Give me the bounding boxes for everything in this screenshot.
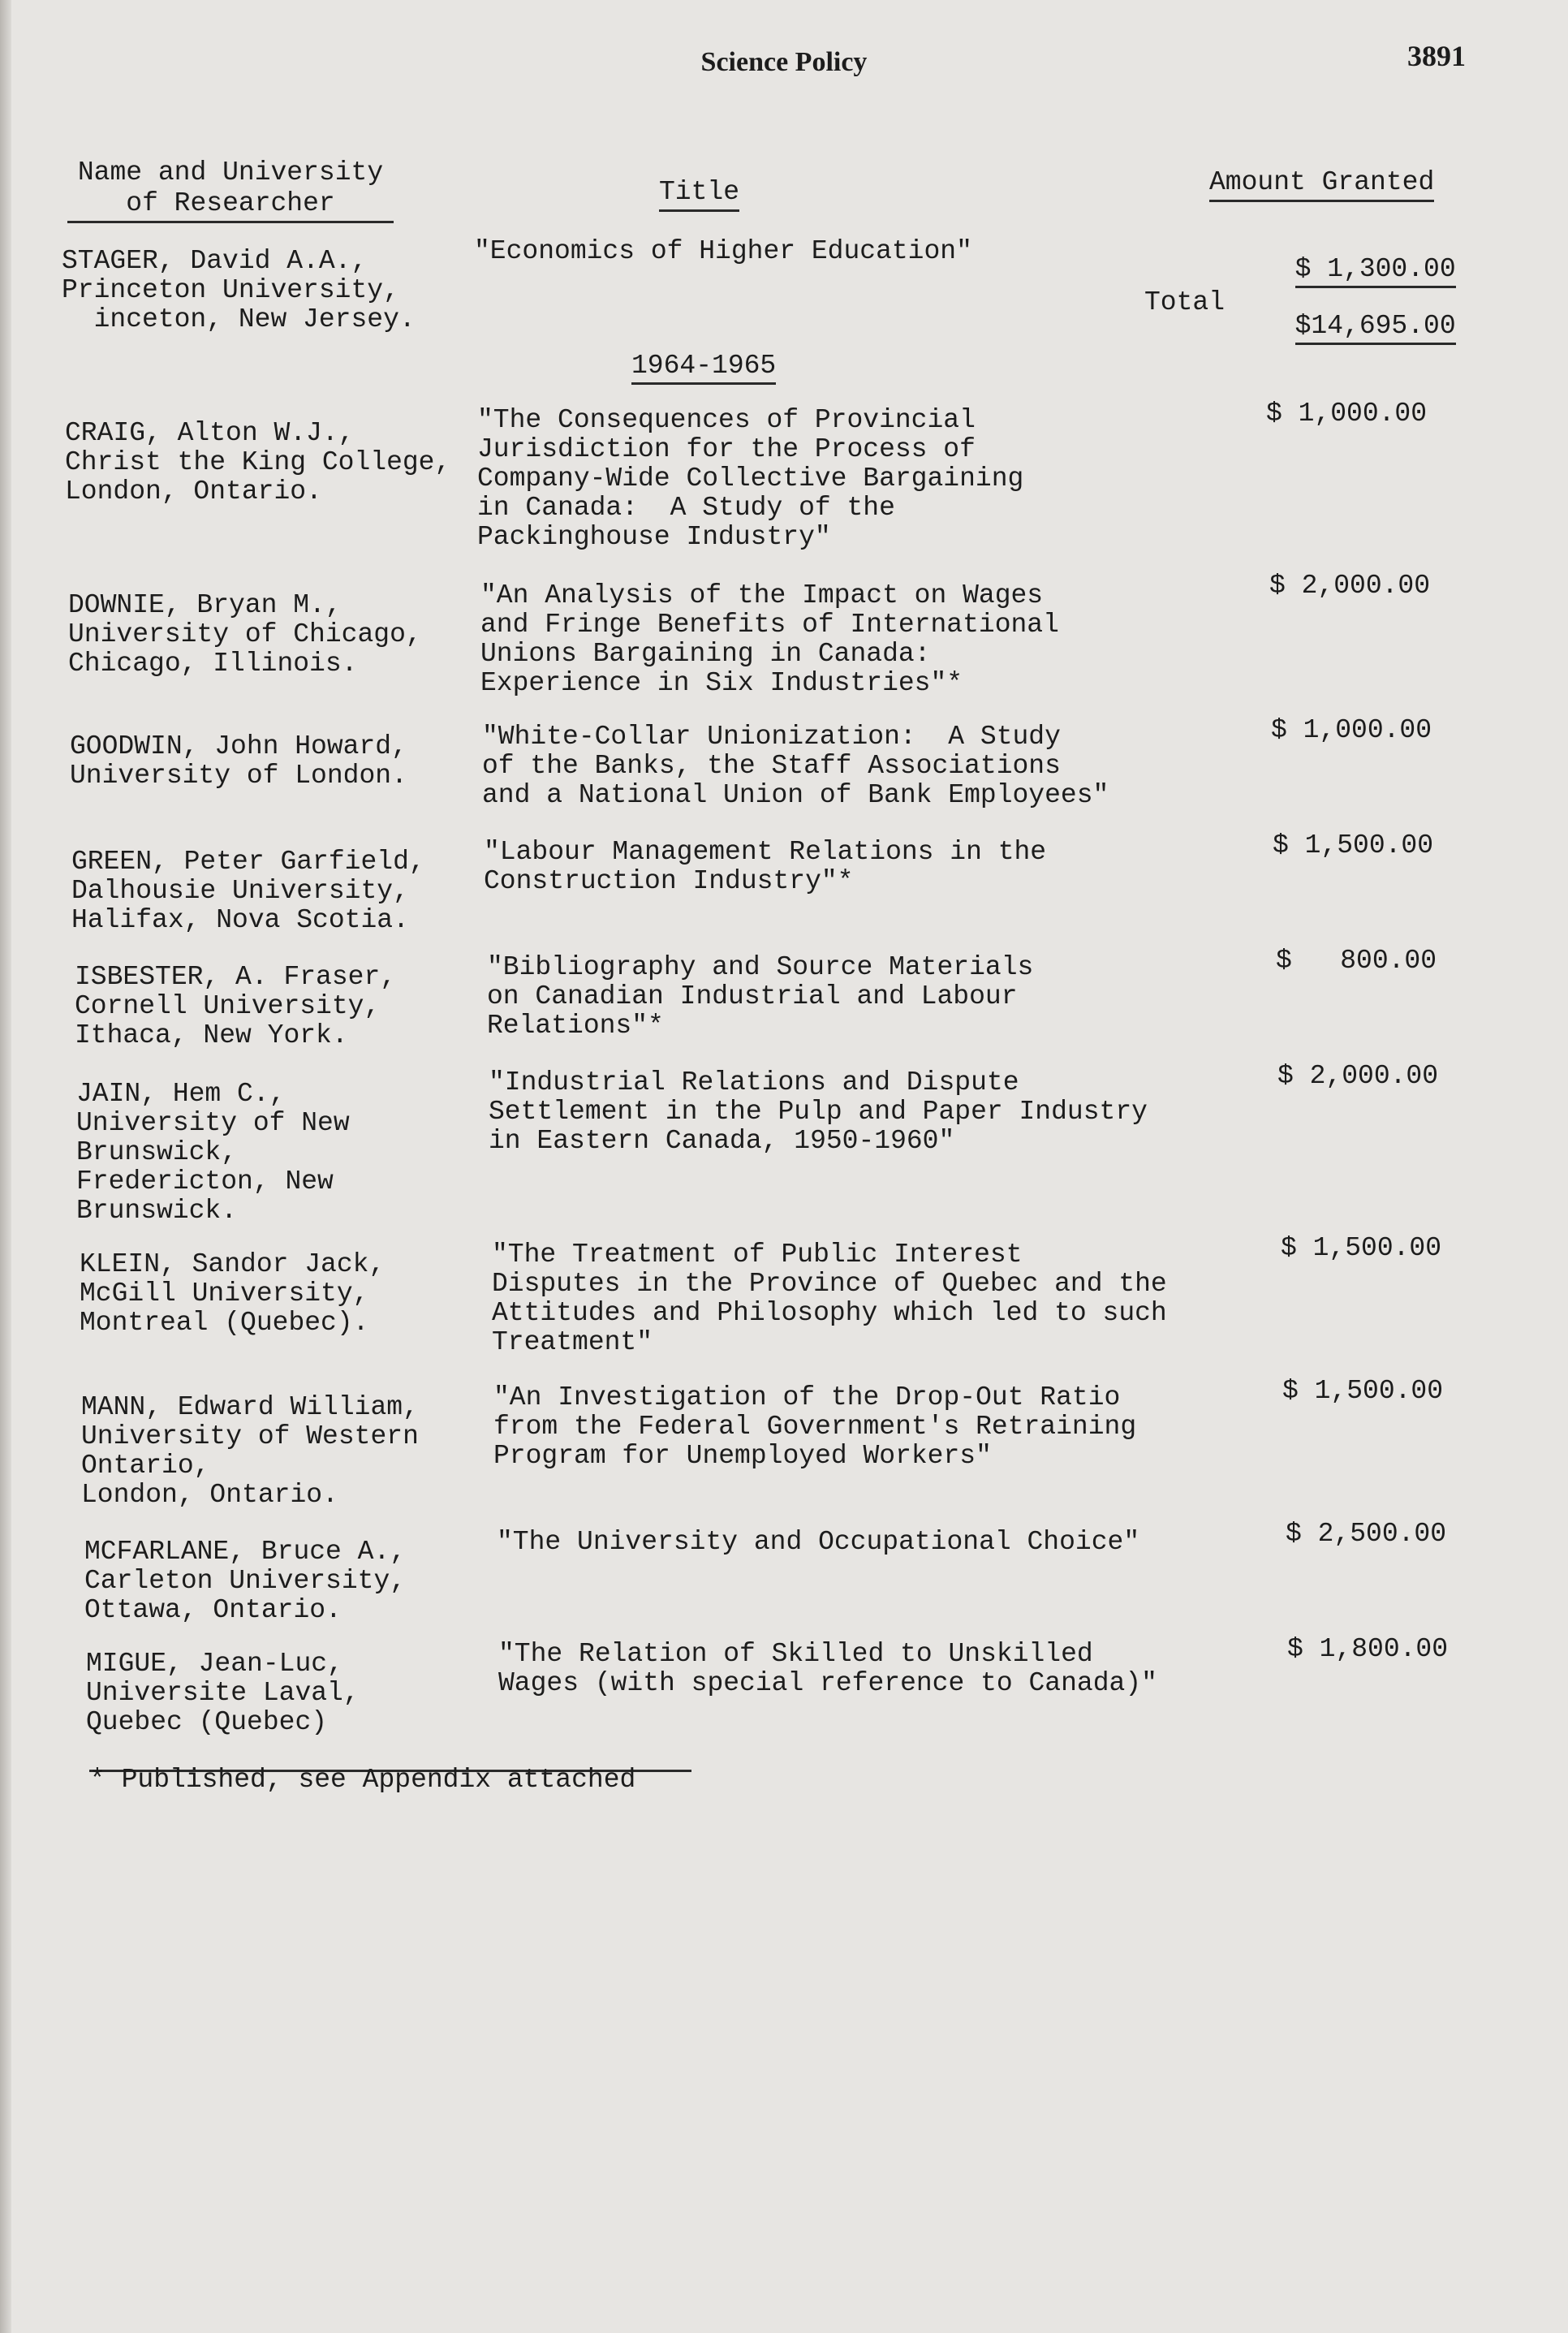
entry-name: KLEIN, Sandor Jack, McGill University, Montreal (Quebec). [80,1249,386,1338]
entry-title: "An Investigation of the Drop-Out Ratio from the Federal Government's Retraining Program for Unemployed Workers" [493,1382,1137,1471]
entry-amount: $ 1,000.00 [1271,715,1432,745]
entry-title: "The Relation of Skilled to Unskilled Wages (with special reference to Canada)" [498,1639,1157,1698]
entry-name: CRAIG, Alton W.J., Christ the King College, London, Ontario. [65,418,451,507]
first-entry-name: STAGER, David A.A., Princeton University, inceton, New Jersey. [62,246,416,334]
entry-title: "Industrial Relations and Dispute Settlement in the Pulp and Paper Industry in Eastern Canada, 1950-1960" [489,1067,1148,1156]
entry-name: MCFARLANE, Bruce A., Carleton University, Ottawa, Ontario. [84,1537,407,1625]
entry-name: JAIN, Hem C., University of New Brunswick, Fredericton, New Brunswick. [76,1079,350,1226]
first-entry-title: "Economics of Higher Education" [474,236,972,266]
total-label: Total [1144,287,1226,317]
entry-name: GOODWIN, John Howard, University of London. [70,731,407,791]
column-header-name-line2: of Researcher [67,188,394,223]
entry-amount: $ 1,800.00 [1287,1634,1449,1664]
entry-title: "White-Collar Unionization: A Study of the Banks, the Staff Associations and a National Union of Bank Employees" [482,722,1109,810]
column-header-amount: Amount Granted [1209,167,1434,202]
page-edge [0,0,11,2333]
entry-amount: $ 1,500.00 [1281,1233,1442,1263]
entry-amount: $ 1,500.00 [1282,1376,1444,1406]
entry-title: "Labour Management Relations in the Construction Industry"* [484,837,1047,896]
column-header-name [60,157,401,223]
column-header-name-line1: Name and University [77,157,384,188]
page-title: Science Policy [700,47,868,77]
entry-amount: $ 800.00 [1276,946,1437,976]
entry-name: MIGUE, Jean-Luc, Universite Laval, Quebec (Quebec) [86,1649,360,1737]
year-heading: 1964-1965 [631,351,776,385]
entry-name: GREEN, Peter Garfield, Dalhousie University, Halifax, Nova Scotia. [71,847,425,935]
entry-amount: $ 2,000.00 [1277,1061,1439,1091]
first-entry-amount: $ 1,300.00 [1263,226,1456,288]
entry-amount: $ 2,000.00 [1269,571,1431,601]
entry-title: "The University and Occupational Choice" [497,1527,1140,1557]
entry-amount: $ 1,000.00 [1266,399,1428,429]
entry-title: "The Treatment of Public Interest Disputes in the Province of Quebec and the Attitudes and Philosophy which led to such Treatment" [492,1240,1167,1357]
entry-name: MANN, Edward William, University of Western Ontario, London, Ontario. [81,1392,419,1510]
entry-amount: $ 2,500.00 [1286,1519,1447,1549]
entry-name: ISBESTER, A. Fraser, Cornell University, Ithaca, New York. [75,962,397,1050]
entry-title: "An Analysis of the Impact on Wages and Fringe Benefits of International Unions Bargaining in Canada: Experience in Six Industries"* [480,580,1059,698]
entry-title: "Bibliography and Source Materials on Canadian Industrial and Labour Relations"* [487,952,1034,1041]
entry-amount: $ 1,500.00 [1273,830,1434,860]
entry-name: DOWNIE, Bryan M., University of Chicago, Chicago, Illinois. [68,590,422,679]
column-header-title: Title [659,177,739,212]
total-amount: $14,695.00 [1263,282,1456,345]
entry-title: "The Consequences of Provincial Jurisdiction for the Process of Company-Wide Collective Bargaining in Canada: A Study of the Packinghouse Industry" [477,405,1024,552]
page-number: 3891 [1407,40,1466,72]
footnote: * Published, see Appendix attached [89,1765,636,1795]
